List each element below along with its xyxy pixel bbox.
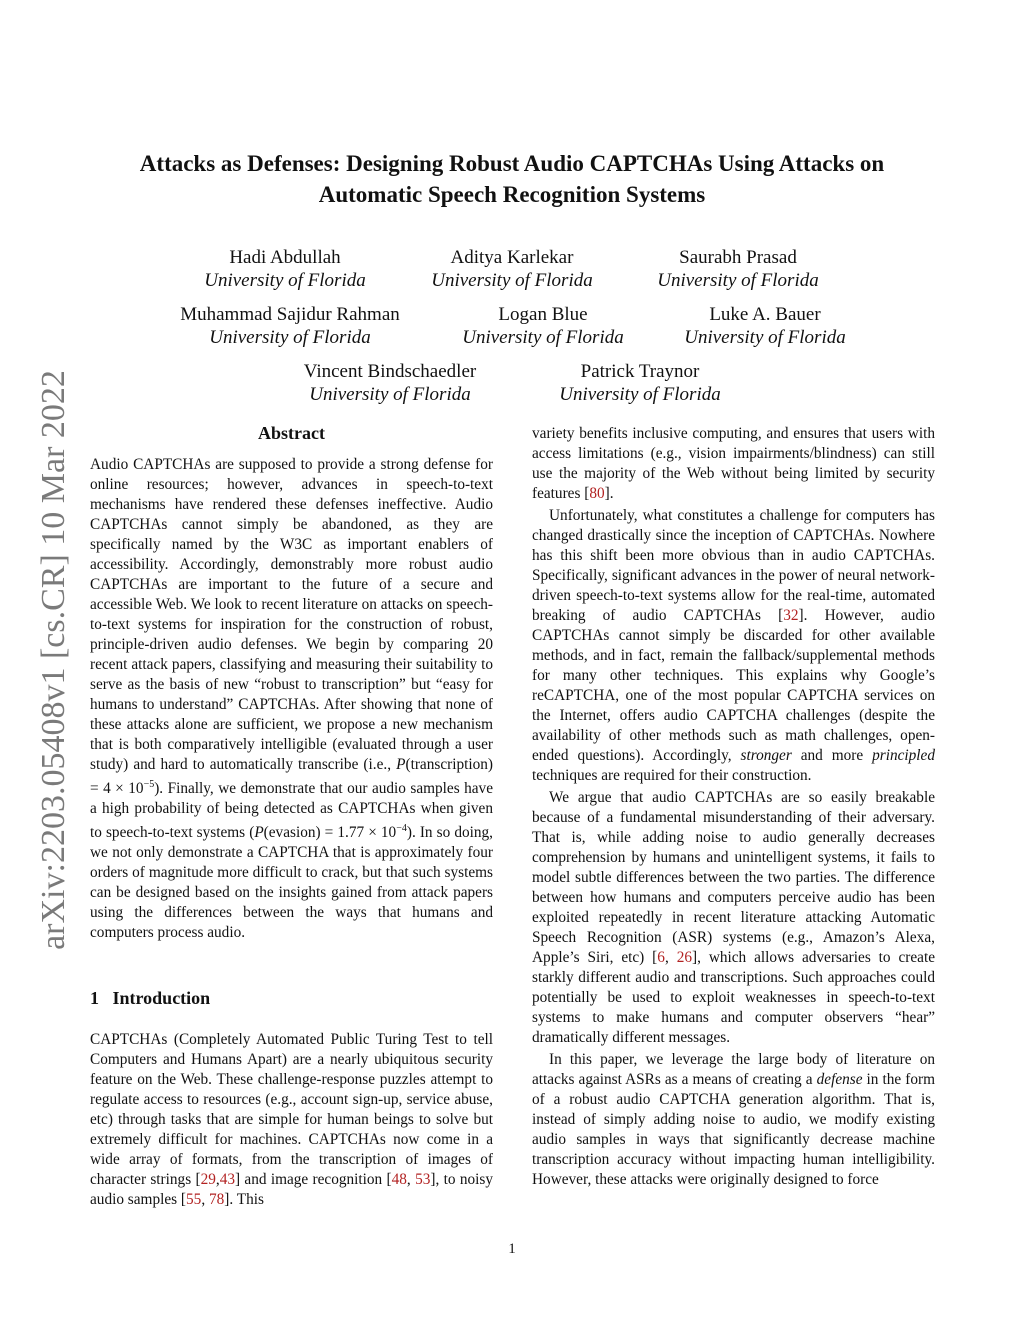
author-affiliation: University of Florida bbox=[462, 327, 624, 348]
author-affiliation: University of Florida bbox=[657, 270, 819, 291]
author-affiliation: University of Florida bbox=[559, 384, 721, 405]
body-paragraph: In this paper, we leverage the large body of literature on attacks against ASRs as a means of creating a defense in the form of a robust audio CAPTCHA generation algorithm. That is, instead of simply adding noise to audio, we modify existing audio samples in ways that significantly decrease machine transcription accuracy without impacting human intelligibility. However, these attacks were originally designed to force bbox=[532, 1051, 936, 1188]
author-block bbox=[413, 303, 673, 349]
arxiv-identifier: arXiv:2203.05408v1 [cs.CR] 10 Mar 2022 bbox=[35, 370, 72, 950]
title-line-1: Attacks as Defenses: Designing Robust Audio CAPTCHAs Using Attacks on bbox=[139, 151, 885, 176]
author-affiliation: University of Florida bbox=[431, 270, 593, 291]
citation-link[interactable]: 26 bbox=[676, 949, 692, 966]
author-block bbox=[160, 303, 420, 349]
abstract-heading: Abstract bbox=[258, 423, 325, 443]
author-affiliation: University of Florida bbox=[209, 327, 371, 348]
author-affiliation: University of Florida bbox=[204, 270, 366, 291]
author-name: Aditya Karlekar bbox=[450, 247, 574, 268]
author-name: Saurabh Prasad bbox=[679, 247, 797, 268]
author-block bbox=[382, 246, 642, 292]
introduction-body bbox=[90, 1030, 493, 1210]
author-name: Vincent Bindschaedler bbox=[303, 361, 477, 382]
author-name: Patrick Traynor bbox=[580, 361, 700, 382]
citation-link[interactable]: 48 bbox=[391, 1171, 407, 1188]
body-paragraph: We argue that audio CAPTCHAs are so easily breakable because of a fundamental misunderstanding of their adversary. That is, while adding noise to audio generally decreases comprehension by humans and unintelligent systems, it fails to model subtle differences between the two parties. The difference between how humans and computers perceive audio has been exploited repeatedly in recent literature attacking Automatic Speech Recognition (ASR) systems (e.g., Amazon’s Alexa, Apple’s Siri, etc) [6, 26], which allows adversaries to create starkly different audio and transcriptions. Such approaches could potentially be used to exploit weaknesses in speech-to-text systems to make humans and computer observers “hear” dramatically different messages. bbox=[532, 789, 935, 1046]
author-name: Logan Blue bbox=[498, 304, 588, 325]
author-name: Hadi Abdullah bbox=[229, 247, 341, 268]
author-block bbox=[608, 246, 868, 292]
citation-link[interactable]: 43 bbox=[219, 1171, 235, 1188]
author-name: Muhammad Sajidur Rahman bbox=[180, 304, 400, 325]
title-line-2: Automatic Speech Recognition Systems bbox=[318, 182, 706, 207]
author-block bbox=[510, 360, 770, 406]
author-block bbox=[155, 246, 415, 292]
citation-link[interactable]: 6 bbox=[657, 949, 665, 966]
abstract-paragraph: Audio CAPTCHAs are supposed to provide a strong defense for online resources; however, advances in speech-to-text mechanisms have rendered these defenses ineffective. Audio CAPTCHAs cannot simply be abandoned, as they are specifically named by the W3C as important enablers of accessibility. Accordingly, demonstrably more robust audio CAPTCHAs are important to the future of a secure and accessible Web. We look to recent literature on attacks on speech-to-text systems for inspiration for the construction of robust, principle-driven audio defenses. We begin by comparing 20 recent attack papers, classifying and measuring their suitability to serve as the basis of new “robust to transcription” but “easy for humans to understand” CAPTCHAs. After showing that none of these attacks alone are sufficient, we propose a new mechanism that is both comparatively intelligible (evaluated through a user study) and hard to automatically transcribe (i.e., P(transcription) = $4 \times 10^{-5}$). Finally, we demonstrate that our audio samples have a high probability of being detected as CAPTCHAs when given to speech-to-text systems (P(evasion) = $1.77 \times 10^{-4}$). In so doing, we not only demonstrate a CAPTCHA that is approximately four orders of magnitude more difficult to crack, but that such systems can be designed based on the insights gained from attack papers using the differences between the ways that humans and computers process audio. bbox=[90, 456, 493, 942]
author-block bbox=[260, 360, 520, 406]
citation-link[interactable]: 32 bbox=[783, 607, 799, 624]
citation-link[interactable]: 78 bbox=[208, 1191, 225, 1208]
citation-link[interactable]: 55 bbox=[186, 1191, 202, 1208]
paper-title bbox=[100, 148, 924, 210]
citation-link[interactable]: 53 bbox=[415, 1171, 431, 1188]
body-paragraph: Unfortunately, what constitutes a challenge for computers has changed drastically since the inception of CAPTCHAs. Nowhere has this shift been more obvious than in audio CAPTCHAs. Specifically, significant advances in the power of neural network-driven speech-to-text systems allow for the real-time, automated breaking of audio CAPTCHAs [32]. However, audio CAPTCHAs cannot simply be discarded for other available methods, and in fact, remain the fallback/supplemental methods for many other techniques. This explains why Google’s reCAPTCHA, one of the most popular CAPTCHA services on the Internet, offers audio CAPTCHA challenges (despite the availability of other methods such as math challenges, open-ended questions). Accordingly, stronger and more principled techniques are required for their construction. bbox=[532, 507, 935, 784]
body-paragraph: variety benefits inclusive computing, and ensures that users with access limitations (e.g., vision impairments/blindness) can still use the majority of the Web without being limited by security features [80]. bbox=[532, 425, 935, 502]
citation-link[interactable]: 80 bbox=[589, 485, 605, 502]
section-heading-introduction: 1 Introduction bbox=[90, 988, 211, 1008]
right-column-body bbox=[532, 424, 935, 1190]
author-affiliation: University of Florida bbox=[309, 384, 471, 405]
introduction-paragraph: CAPTCHAs (Completely Automated Public Turing Test to tell Computers and Humans Apart) are a nearly ubiquitous security feature on the Web. These challenge-response puzzles attempt to regulate access to resources (e.g., account sign-up, service abuse, etc) through tasks that are simple for human beings to solve but extremely difficult for machines. CAPTCHAs now come in a wide array of formats, from the transcription of images of character strings [29,43] and image recognition [48, 53], to noisy audio samples [55, 78]. This bbox=[90, 1031, 493, 1208]
author-affiliation: University of Florida bbox=[684, 327, 846, 348]
author-block bbox=[635, 303, 895, 349]
author-name: Luke A. Bauer bbox=[709, 304, 821, 325]
page-number: 1 bbox=[508, 1241, 516, 1257]
citation-link[interactable]: 29 bbox=[200, 1171, 216, 1188]
abstract-body bbox=[90, 455, 493, 943]
